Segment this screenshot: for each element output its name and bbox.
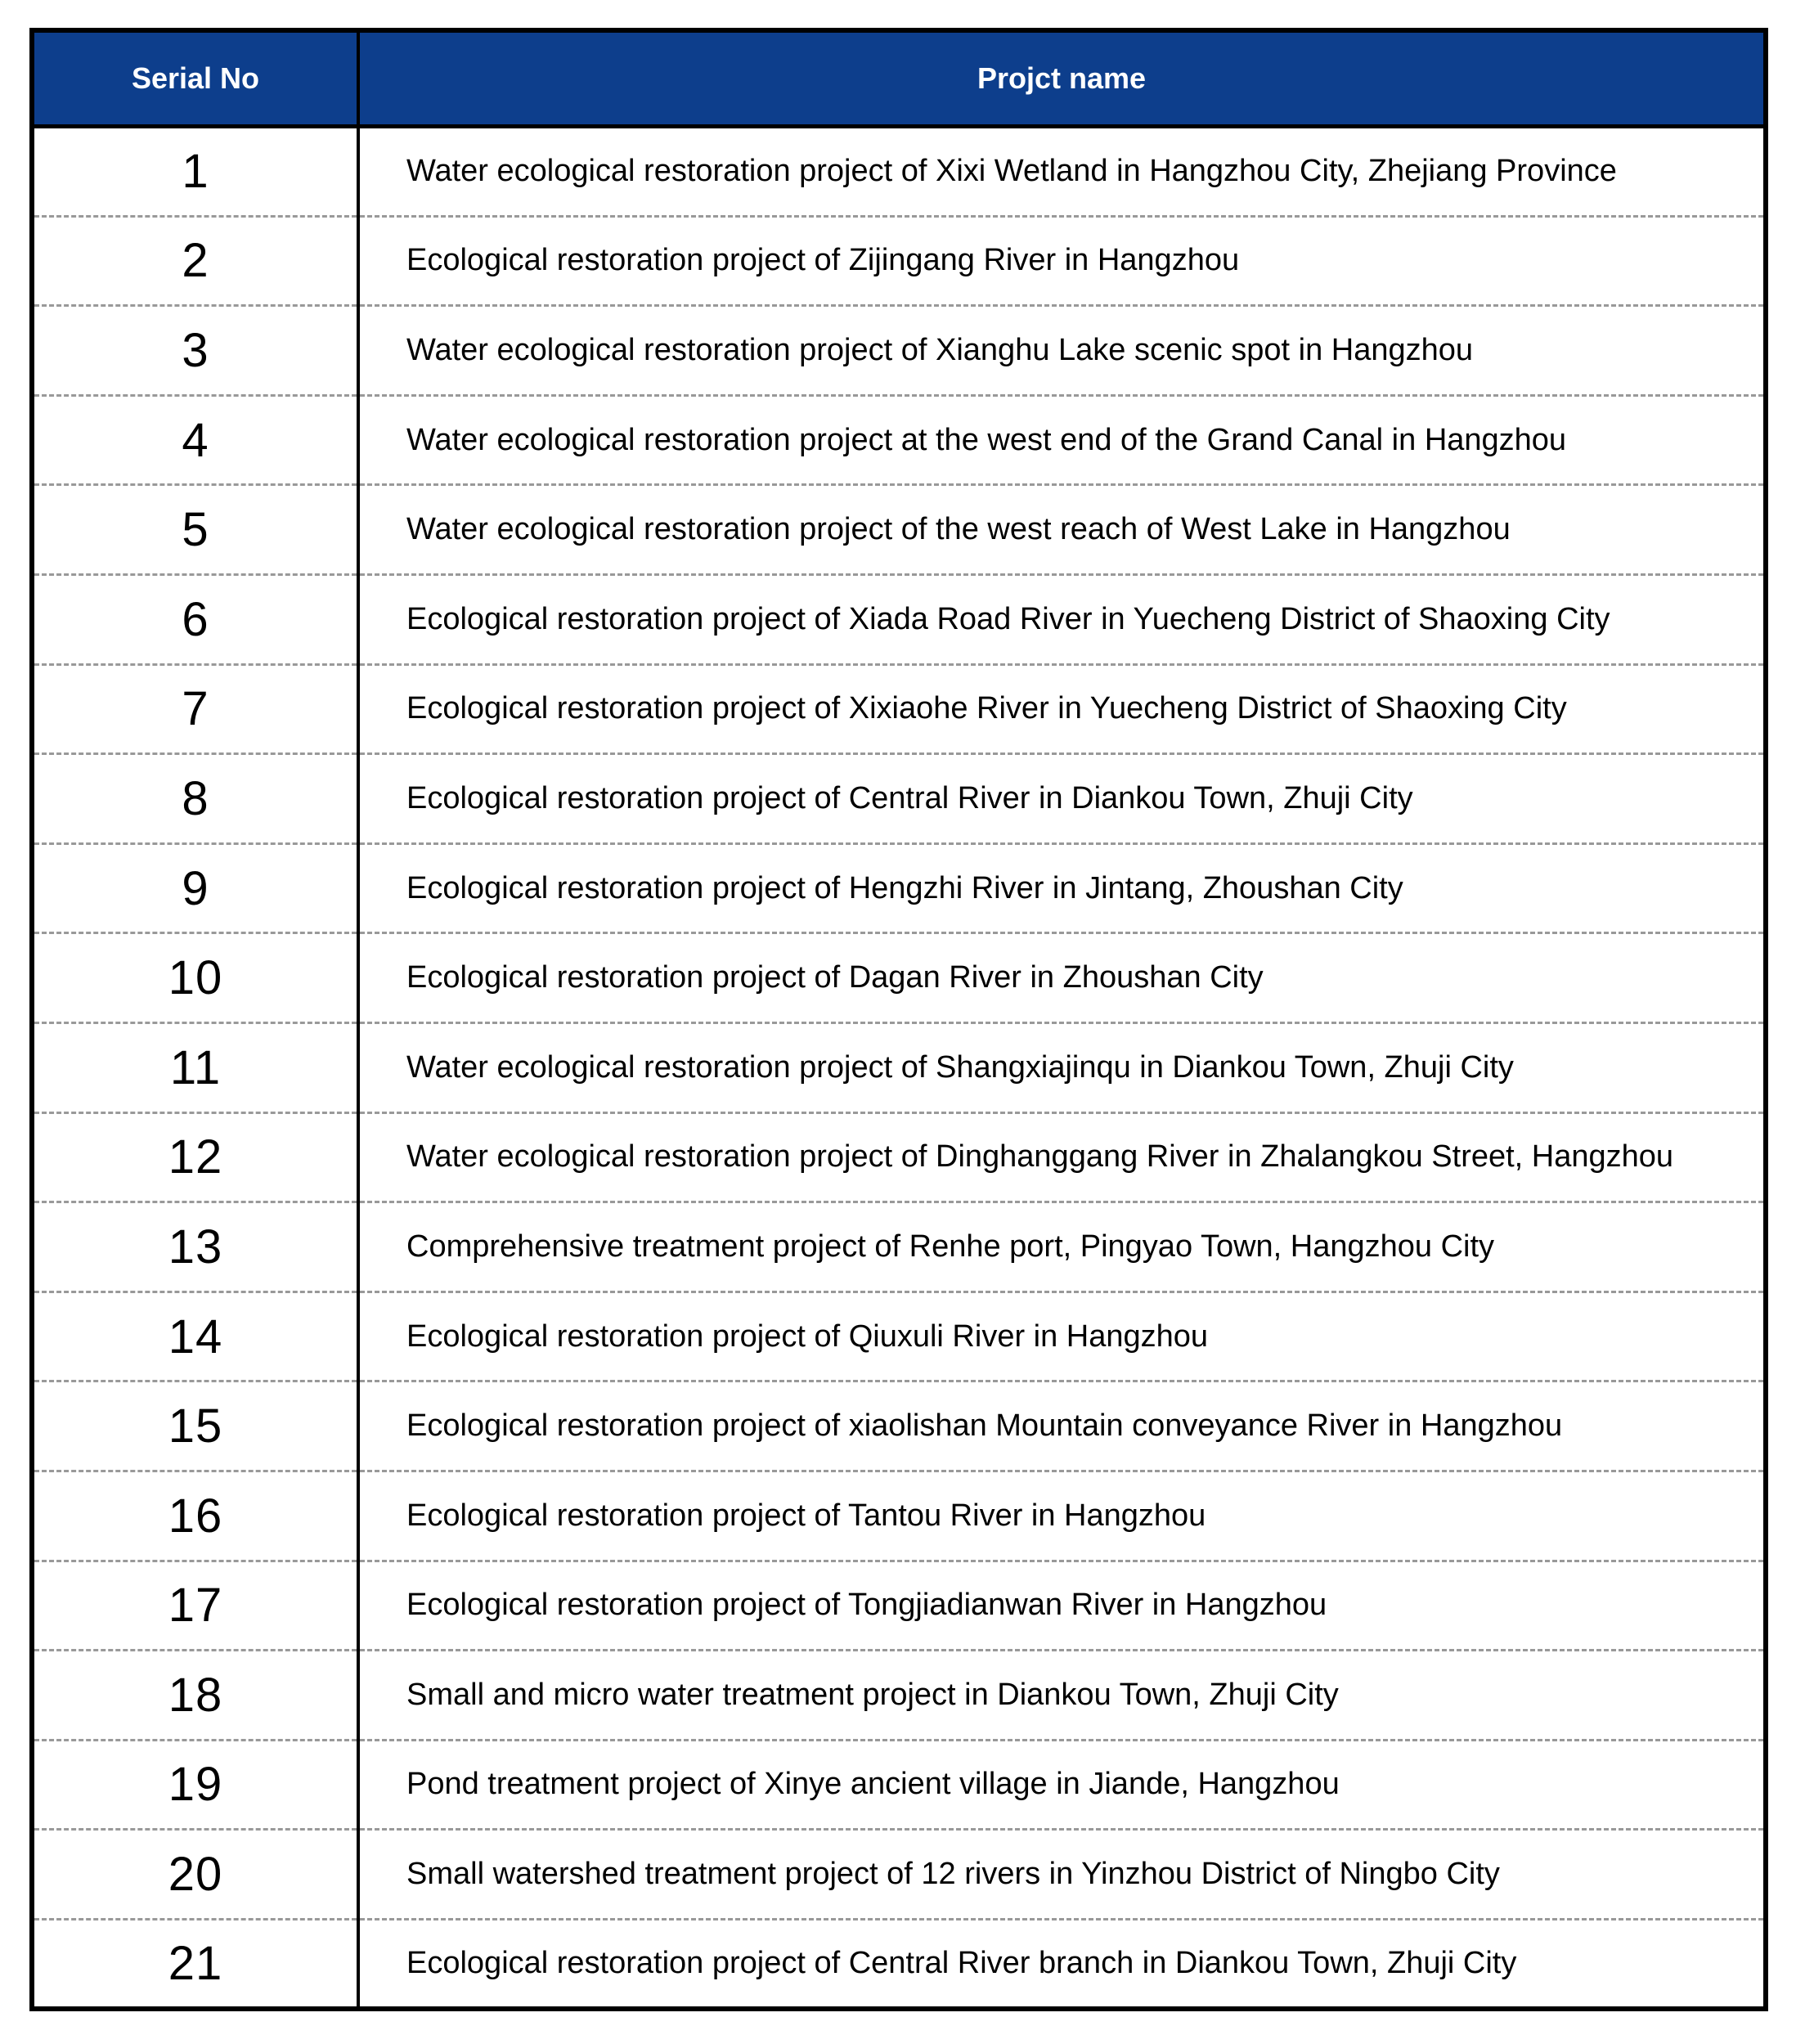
header-row [32,30,1766,127]
project-name-cell: Ecological restoration project of Zijingang River in Hangzhou [358,216,1766,306]
table-row [32,843,1766,933]
projects-table [29,28,1768,2011]
table-row [32,1381,1766,1471]
serial-cell: 10 [32,933,358,1023]
table-header [32,30,1766,127]
serial-cell: 21 [32,1919,358,2009]
serial-cell: 8 [32,754,358,844]
serial-cell: 7 [32,664,358,754]
table-row [32,1740,1766,1830]
project-name-cell: Water ecological restoration project of Xixi Wetland in Hangzhou City, Zhejiang Province [358,127,1766,217]
table-row [32,1292,1766,1381]
table-row [32,574,1766,664]
table-row [32,1022,1766,1112]
project-name-cell: Ecological restoration project of Dagan River in Zhoushan City [358,933,1766,1023]
table-row [32,1651,1766,1741]
table-row [32,933,1766,1023]
serial-cell: 3 [32,306,358,396]
table-row [32,664,1766,754]
serial-cell: 16 [32,1471,358,1561]
table-row [32,1202,1766,1292]
header-serial-no: Serial No [32,30,358,127]
project-name-cell: Water ecological restoration project of Xianghu Lake scenic spot in Hangzhou [358,306,1766,396]
project-name-cell: Small watershed treatment project of 12 rivers in Yinzhou District of Ningbo City [358,1830,1766,1920]
serial-cell: 20 [32,1830,358,1920]
project-name-cell: Ecological restoration project of Tantou River in Hangzhou [358,1471,1766,1561]
projects-table-container [29,28,1768,2011]
project-name-cell: Ecological restoration project of Hengzhi River in Jintang, Zhoushan City [358,843,1766,933]
table-row [32,1471,1766,1561]
project-name-cell: Ecological restoration project of Central River in Diankou Town, Zhuji City [358,754,1766,844]
serial-cell: 12 [32,1112,358,1202]
table-body [32,127,1766,2009]
project-name-cell: Ecological restoration project of Xixiaohe River in Yuecheng District of Shaoxing City [358,664,1766,754]
table-row [32,306,1766,396]
table-row [32,1112,1766,1202]
table-row [32,1919,1766,2009]
serial-cell: 18 [32,1651,358,1741]
serial-cell: 2 [32,216,358,306]
project-name-cell: Ecological restoration project of Qiuxuli River in Hangzhou [358,1292,1766,1381]
project-name-cell: Water ecological restoration project of Dinghanggang River in Zhalangkou Street, Hangzhou [358,1112,1766,1202]
project-name-cell: Water ecological restoration project at the west end of the Grand Canal in Hangzhou [358,395,1766,485]
serial-cell: 17 [32,1561,358,1651]
table-row [32,485,1766,575]
project-name-cell: Ecological restoration project of Central River branch in Diankou Town, Zhuji City [358,1919,1766,2009]
serial-cell: 15 [32,1381,358,1471]
serial-cell: 1 [32,127,358,217]
serial-cell: 14 [32,1292,358,1381]
serial-cell: 11 [32,1022,358,1112]
table-row [32,754,1766,844]
project-name-cell: Comprehensive treatment project of Renhe port, Pingyao Town, Hangzhou City [358,1202,1766,1292]
table-row [32,395,1766,485]
serial-cell: 5 [32,485,358,575]
project-name-cell: Small and micro water treatment project in Diankou Town, Zhuji City [358,1651,1766,1741]
serial-cell: 6 [32,574,358,664]
header-project-name: Projct name [358,30,1766,127]
table-row [32,1830,1766,1920]
table-row [32,127,1766,217]
project-name-cell: Pond treatment project of Xinye ancient village in Jiande, Hangzhou [358,1740,1766,1830]
serial-cell: 19 [32,1740,358,1830]
project-name-cell: Ecological restoration project of Tongjiadianwan River in Hangzhou [358,1561,1766,1651]
table-row [32,216,1766,306]
project-name-cell: Ecological restoration project of xiaolishan Mountain conveyance River in Hangzhou [358,1381,1766,1471]
project-name-cell: Ecological restoration project of Xiada Road River in Yuecheng District of Shaoxing City [358,574,1766,664]
serial-cell: 13 [32,1202,358,1292]
serial-cell: 9 [32,843,358,933]
project-name-cell: Water ecological restoration project of the west reach of West Lake in Hangzhou [358,485,1766,575]
project-name-cell: Water ecological restoration project of Shangxiajinqu in Diankou Town, Zhuji City [358,1022,1766,1112]
table-row [32,1561,1766,1651]
serial-cell: 4 [32,395,358,485]
